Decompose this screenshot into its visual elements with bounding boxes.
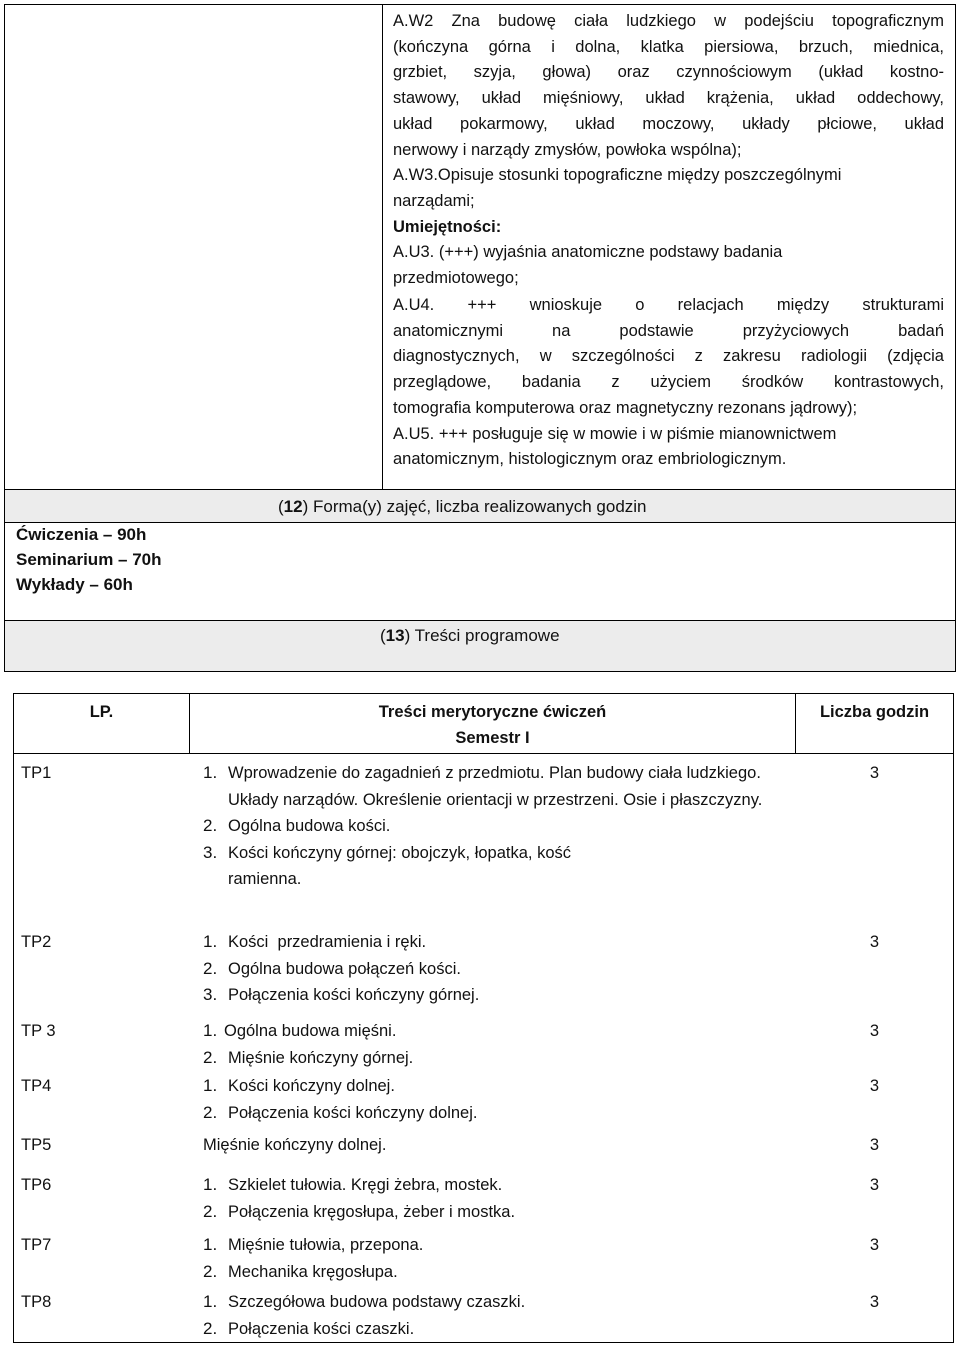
item-text: Kości kończyny dolnej. (228, 1077, 395, 1095)
item-number: 2. (203, 1318, 218, 1338)
item-text: Mięśnie kończyny górnej. (228, 1048, 414, 1067)
item-number: 2. (203, 1261, 218, 1281)
table-header-hours: Liczba godzin (819, 703, 930, 721)
row-items (203, 1018, 763, 1071)
item-text: Ogólna budowa połączeń kości. (228, 959, 461, 978)
item-number: 1. (203, 932, 218, 951)
outcome-u5-line: anatomicznym, histologicznym oraz embriologicznym. (393, 450, 787, 469)
outcome-u5-line: A.U5. +++ posługuje się w mowie i w piśmie mianownictwem (393, 424, 837, 443)
list-item (203, 1045, 763, 1072)
row-lp: TP4 (21, 1077, 52, 1095)
item-text: Połączenia kręgosłupa, żeber i mostka. (228, 1202, 516, 1221)
row-lp: TP5 (21, 1136, 52, 1154)
outcome-w2-line: stawowy, układ mięśniowy, układ krążenia, układ oddechowy, (393, 89, 944, 108)
list-item (203, 1259, 763, 1286)
list-item (203, 1316, 763, 1343)
outcome-w2-line: (kończyna górna i dolna, klatka piersiowa, brzuch, miednica, (393, 37, 944, 56)
row-hours: 3 (869, 764, 880, 782)
list-item (203, 1199, 763, 1226)
item-text: Mięśnie tułowia, przepona. (228, 1236, 424, 1254)
row-items (203, 929, 763, 1009)
list-item (203, 929, 763, 956)
row-lp: TP2 (21, 933, 52, 951)
outcome-w2-line: układ pokarmowy, układ moczowy, układy płciowe, układ (393, 114, 944, 133)
list-item (203, 840, 763, 893)
row-items (203, 1073, 763, 1126)
outcome-w3-line: A.W3.Opisuje stosunki topograficzne między poszczególnymi (393, 166, 842, 185)
item-text: Połączenia kości kończyny dolnej. (228, 1103, 478, 1122)
row-hours: 3 (869, 1236, 880, 1254)
list-item (203, 1018, 763, 1045)
item-number: 3. (203, 985, 218, 1004)
outcome-u3-line: A.U3. (+++) wyjaśnia anatomiczne podstawy badania (393, 243, 783, 262)
skills-heading: Umiejętności: (393, 217, 502, 236)
item-number: 1. (203, 1076, 218, 1095)
item-number: 2. (203, 1102, 218, 1122)
form-item: Seminarium – 70h (16, 550, 162, 569)
forms-section-title: (12) Forma(y) zajęć, liczba realizowanych godzin (278, 497, 647, 516)
outcome-u4-line: przeglądowe, badania z użyciem środków kontrastowych, (393, 373, 944, 392)
row-hours: 3 (869, 1077, 880, 1095)
item-number: 1. (203, 1292, 218, 1311)
row-items (203, 1232, 763, 1285)
item-text: Połączenia kości kończyny górnej. (228, 986, 480, 1004)
list-item (203, 1289, 763, 1316)
item-number: 2. (203, 1047, 218, 1067)
list-item (203, 813, 763, 840)
item-text: Kości przedramienia i ręki. (228, 933, 427, 951)
item-number: 1. (203, 1175, 218, 1194)
row-plain-text: Mięśnie kończyny dolnej. (203, 1136, 387, 1154)
row-lp: TP 3 (21, 1022, 56, 1040)
row-lp: TP6 (21, 1176, 52, 1194)
list-item (203, 1232, 763, 1259)
forms-section-number: 12 (283, 497, 303, 516)
forms-section-label: Forma(y) zajęć, liczba realizowanych godzin (312, 497, 647, 516)
outcome-u4-line: A.U4. +++ wnioskuje o relacjach między strukturami (393, 296, 944, 314)
row-items (203, 1172, 763, 1225)
outcome-u4-last-line: tomografia komputerowa oraz magnetyczny rezonans jądrowy); (393, 398, 858, 417)
form-item: Ćwiczenia – 90h (16, 525, 147, 544)
outcome-u4-line: anatomicznymi na podstawie przyżyciowych badań (393, 321, 944, 340)
row-hours: 3 (869, 1022, 880, 1040)
item-text: Szczegółowa budowa podstawy czaszki. (228, 1293, 526, 1311)
item-text: Szkielet tułowia. Kręgi żebra, mostek. (228, 1176, 503, 1194)
outcome-w2-last-line: nerwowy i narządy zmysłów, powłoka wspólna); (393, 140, 742, 159)
item-text: Kości kończyny górnej: obojczyk, łopatka, kość ramienna. (228, 843, 571, 888)
item-text: Wprowadzenie do zagadnień z przedmiotu. Plan budowy ciała ludzkiego. Układy narządów. Określenie orientacji w przestrzeni. Osie i płaszczyzny. (228, 764, 763, 809)
list-item (203, 956, 763, 983)
table-header-content: Treści merytoryczne ćwiczeń (378, 703, 607, 721)
row-hours: 3 (869, 1176, 880, 1194)
item-text: Ogólna budowa kości. (228, 817, 391, 835)
outcome-w3-line: narządami; (393, 191, 475, 210)
list-item (203, 1172, 763, 1199)
row-lp: TP7 (21, 1236, 52, 1254)
row-hours: 3 (869, 1293, 880, 1311)
item-number: 1. (203, 763, 218, 782)
outcome-w2-line: A.W2 Zna budowę ciała ludzkiego w podejściu topograficznym (393, 12, 944, 30)
row-lp: TP1 (21, 764, 52, 782)
table-header-semester: Semestr I (455, 729, 530, 747)
item-text: Połączenia kości czaszki. (228, 1319, 415, 1338)
list-item (203, 1100, 763, 1127)
item-number: 1. (203, 1235, 218, 1254)
program-section-label: Treści programowe (414, 626, 560, 645)
row-hours: 3 (869, 933, 880, 951)
row-items (203, 1289, 763, 1342)
list-item (203, 982, 763, 1009)
row-hours: 3 (869, 1136, 880, 1154)
outcome-u3-line: przedmiotowego; (393, 269, 519, 287)
item-number: 2. (203, 1201, 218, 1221)
table-header-lp: LP. (89, 703, 114, 721)
item-number: 1. (203, 1021, 218, 1040)
list-item (203, 1073, 763, 1100)
item-number: 2. (203, 816, 218, 835)
program-section-number: 13 (385, 626, 405, 645)
list-item (203, 760, 763, 813)
form-item: Wykłady – 60h (16, 575, 133, 594)
row-lp: TP8 (21, 1293, 52, 1311)
outcome-w2-line: grzbiet, szyja, głowa) oraz czynnościowym (układ kostno- (393, 63, 944, 82)
program-section-title: (13) Treści programowe (380, 626, 560, 645)
outcome-u4-line: diagnostycznych, w szczególności z zakresu radiologii (zdjęcia (393, 347, 944, 366)
item-text: Ogólna budowa mięśni. (224, 1022, 397, 1040)
item-number: 3. (203, 842, 218, 862)
item-number: 2. (203, 958, 218, 978)
row-items (203, 760, 763, 893)
item-text: Mechanika kręgosłupa. (228, 1262, 398, 1281)
